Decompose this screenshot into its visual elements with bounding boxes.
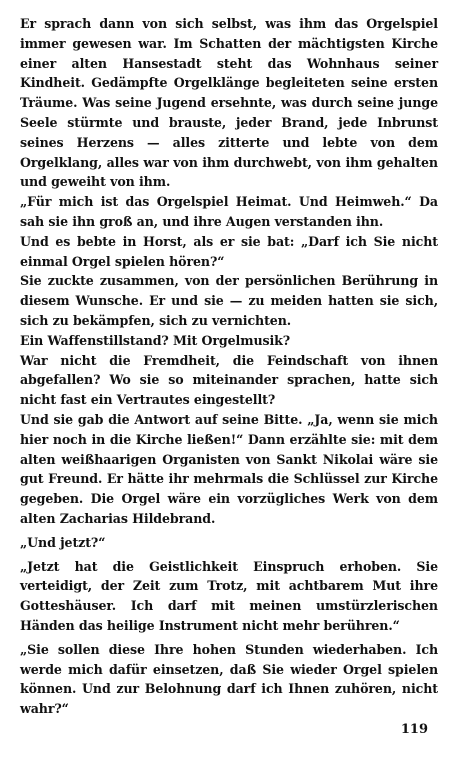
paragraph-5: Ein Waffenstillstand? Mit Orgelmusik? [20,332,291,348]
paragraph-3: Und es bebte in Horst, als er sie bat: „Darf ich Sie nicht einmal Orgel spielen hören?“ [20,233,438,269]
paragraph-4: Sie zuckte zusammen, von der persönlichen Berührung in diesem Wunsche. Er und sie — zu meiden hatten sie sich, sich zu bekämpfen, sich zu vernichten. [20,273,438,328]
paragraph-8: „Und jetzt?“ [20,534,106,550]
paragraph-7: Und sie gab die Antwort auf seine Bitte. „Ja, wenn sie mich hier noch in die Kirche ließen!“ Dann erzählte sie: mit dem alten weißhaarigen Organisten von Sankt Nikolai wäre sie gut Freund. Er hätte ihr mehrmals die Schlüssel zur Kirche gegeben. Die Orgel wäre ein vorzügliches Werk von dem alten Zacharias Hildebrand. [20,411,438,526]
paragraph-2: „Für mich ist das Orgelspiel Heimat. Und Heimweh.“ Da sah sie ihn groß an, und ihre Augen verstanden ihn. [20,194,438,229]
paragraph-1: Er sprach dann von sich selbst, was ihm das Orgelspiel immer gewesen war. Im Schatten der mächtigsten Kirche einer alten Hansestadt steht das Wohnhaus seiner Kindheit. Gedämpfte Orgelklänge begleiteten seine ersten Träume. Was seine Jugend ersehnte, was durch seine junge Seele stürmte und brauste, jeder Brand, jede Inbrunst seines Herzens — alles zitterte und lebte von dem Orgelklang, alles war von ihm durchwebt, von ihm gehalten und geweiht von ihm. [20,16,438,190]
paragraph-10: „Sie sollen diese Ihre hohen Stunden wiederhaben. Ich werde mich dafür einsetzen, daß Sie wieder Orgel spielen können. Und zur Belohnung darf ich Ihnen zuhören, nicht wahr?“ [20,641,438,717]
page-number: 119 [400,722,428,737]
paragraph-9: „Jetzt hat die Geistlichkeit Einspruch erhoben. Sie verteidigt, der Zeit zum Trotz, mit achtbarem Mut ihre Gotteshäuser. Ich darf mit meinen umstürzlerischen Händen das heilige Instrument nicht mehr berühren.“ [20,558,438,633]
page-body [20,14,438,719]
paragraph-6: War nicht die Fremdheit, die Feindschaft von ihnen abgefallen? Wo sie so miteinander sprachen, hatte sich nicht fast ein Vertrautes eingestellt? [20,352,438,408]
